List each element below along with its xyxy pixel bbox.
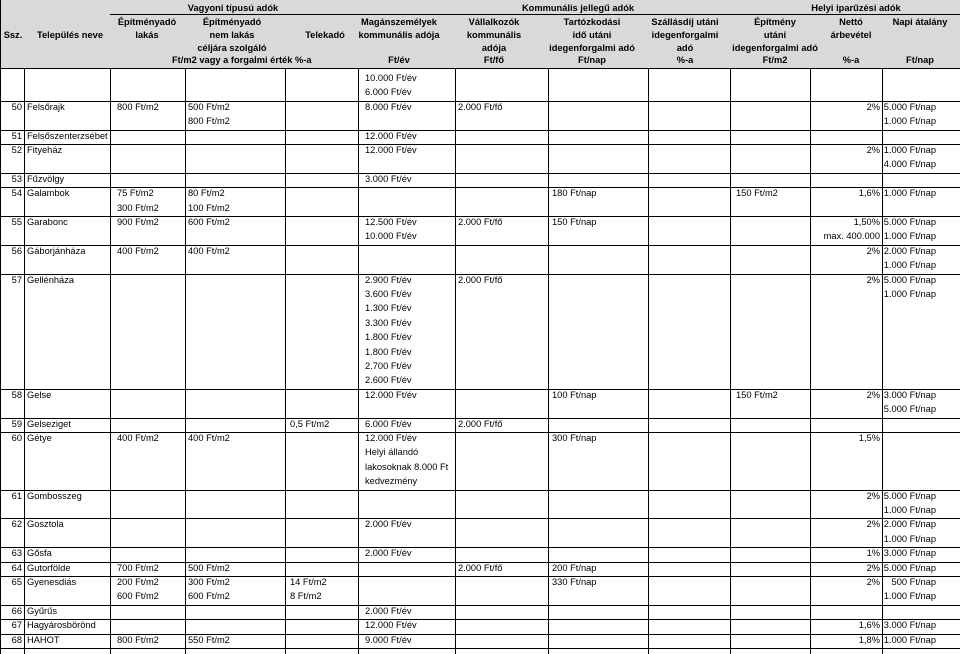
cell-maganszemely: 12.000 Ft/év	[365, 145, 417, 155]
cell-maganszemely: 1.800 Ft/év	[365, 346, 412, 357]
cell-nemlakas: 600 Ft/m2	[188, 217, 230, 227]
group-kommunalis-label: Kommunális jellegű adók	[521, 3, 635, 13]
row-divider	[0, 101, 960, 102]
cell-nemlakas: 600 Ft/m2	[188, 591, 230, 602]
settlement-name: Gyűrűs	[27, 605, 57, 616]
cell-tartozkodasi: 330 Ft/nap	[552, 577, 597, 587]
col-tartozkodasi-header: idegenforgalmi adó	[549, 43, 635, 53]
cell-netto: 1,8%	[858, 634, 880, 645]
row-divider	[0, 130, 960, 131]
cell-napi: 5.000 Ft/nap	[883, 490, 936, 501]
cell-maganszemely: 12.500 Ft/év	[365, 217, 417, 227]
group-kommunalis-line	[358, 14, 810, 15]
cell-nemlakas: 800 Ft/m2	[188, 116, 230, 127]
row-divider	[0, 576, 960, 577]
cell-napi: 2.000 Ft/nap	[883, 519, 936, 530]
cell-napi: 5.000 Ft/nap	[883, 562, 936, 573]
cell-epitmeny: 150 Ft/m2	[736, 188, 778, 199]
cell-napi: 2.000 Ft/nap	[883, 245, 936, 256]
cell-maganszemely: 12.000 Ft/év	[365, 433, 417, 443]
cell-maganszemely: 2.700 Ft/év	[365, 361, 412, 371]
cell-lakas: 400 Ft/m2	[117, 245, 159, 256]
cell-maganszemely: 3.300 Ft/év	[365, 317, 412, 328]
column-divider	[548, 68, 549, 654]
cell-lakas: 600 Ft/m2	[117, 591, 159, 602]
settlement-name: Felsőszenterzsébet	[27, 130, 108, 141]
settlement-name: Felsőrajk	[27, 101, 65, 112]
row-number: 54	[11, 188, 22, 199]
cell-lakas: 75 Ft/m2	[117, 188, 154, 199]
cell-maganszemely: 3.600 Ft/év	[365, 289, 412, 299]
cell-napi: 1.000 Ft/nap	[883, 145, 936, 155]
settlement-name: Gosztola	[27, 519, 64, 530]
cell-napi: 5.000 Ft/nap	[883, 404, 936, 415]
row-divider	[0, 634, 960, 635]
cell-napi: 1.000 Ft/nap	[883, 591, 936, 602]
cell-vallalkozok: 2.000 Ft/fő	[458, 562, 503, 573]
row-number: 62	[11, 519, 22, 530]
cell-netto: 2%	[866, 562, 880, 573]
row-number: 51	[11, 130, 22, 141]
row-divider	[0, 432, 960, 433]
settlement-name: Gétye	[27, 433, 52, 443]
row-number: 53	[11, 173, 22, 184]
cell-tartozkodasi: 150 Ft/nap	[552, 217, 597, 227]
row-divider	[0, 619, 960, 620]
row-number: 64	[11, 562, 22, 573]
cell-tartozkodasi: 180 Ft/nap	[552, 188, 597, 199]
col-nemlakas-header: céljára szolgáló	[197, 43, 267, 53]
row-number: 65	[11, 577, 22, 587]
cell-telek: 14 Ft/m2	[290, 577, 327, 587]
row-divider	[0, 144, 960, 145]
column-divider	[730, 68, 731, 654]
cell-napi: 500 Ft/nap	[891, 577, 936, 587]
row-divider	[0, 389, 960, 390]
cell-nemlakas: 80 Ft/m2	[188, 188, 225, 199]
cell-maganszemely: 9.000 Ft/év	[365, 634, 412, 645]
cell-netto: 2%	[866, 245, 880, 256]
unit-maganszemely: Ft/év	[388, 55, 410, 65]
cell-maganszemely: 6.000 Ft/év	[365, 418, 412, 429]
row-divider	[0, 547, 960, 548]
settlement-name: Gelseziget	[27, 418, 71, 429]
row-number: 60	[11, 433, 22, 443]
cell-maganszemely: 2.600 Ft/év	[365, 375, 412, 386]
cell-napi: 1.000 Ft/nap	[883, 188, 936, 199]
cell-napi: 1.000 Ft/nap	[883, 533, 936, 544]
row-number: 68	[11, 634, 22, 645]
col-tartozkodasi-header: Tartózkodási	[563, 17, 621, 27]
cell-lakas: 400 Ft/m2	[117, 433, 159, 443]
col-nemlakas-header: nem lakás	[209, 30, 255, 40]
row-divider	[0, 187, 960, 188]
row-number: 61	[11, 490, 22, 501]
cell-lakas: 800 Ft/m2	[117, 101, 159, 112]
row-number: 66	[11, 605, 22, 616]
settlement-name: Gyenesdiás	[27, 577, 77, 587]
settlement-name: Fűzvölgy	[27, 173, 65, 184]
cell-nemlakas: 400 Ft/m2	[188, 433, 230, 443]
cell-maganszemely: 12.000 Ft/év	[365, 620, 417, 631]
col-lakas-header: Építményadó	[117, 17, 177, 27]
unit-napi: Ft/nap	[906, 55, 934, 65]
cell-lakas: 700 Ft/m2	[117, 562, 159, 573]
cell-maganszemely: 2.900 Ft/év	[365, 274, 412, 285]
cell-netto: 2%	[866, 389, 880, 400]
cell-napi: 3.000 Ft/nap	[883, 548, 936, 559]
col-lakas-header: lakás	[135, 30, 159, 40]
cell-maganszemely: 12.000 Ft/év	[365, 389, 417, 400]
column-divider	[358, 68, 359, 654]
col-napi-header: Napi átalány	[892, 17, 948, 27]
col-telek-header: Telekadó	[305, 30, 345, 40]
cell-tartozkodasi: 100 Ft/nap	[552, 389, 597, 400]
settlement-name: Gombosszeg	[27, 490, 82, 501]
column-divider	[455, 68, 456, 654]
cell-maganszemely: 1.300 Ft/év	[365, 303, 412, 314]
cell-netto: 1,6%	[858, 620, 880, 631]
row-number: 67	[11, 620, 22, 631]
cell-maganszemely: 6.000 Ft/év	[365, 87, 412, 98]
row-divider	[0, 605, 960, 606]
row-divider	[0, 245, 960, 246]
settlement-name: Gősfa	[27, 548, 52, 559]
group-vagyoni-label: Vagyoni típusú adók	[187, 3, 279, 13]
col-epitmeny-header: Építmény	[754, 17, 796, 27]
cell-netto: 2%	[866, 519, 880, 530]
col-tartozkodasi-header: idő utáni	[572, 30, 612, 40]
row-number: 55	[11, 217, 22, 227]
col-telepules-header: Település neve	[37, 30, 103, 40]
cell-telek: 8 Ft/m2	[290, 591, 322, 602]
settlement-name: Gellénháza	[27, 274, 75, 285]
settlement-name: Hagyárosbörönd	[27, 620, 96, 631]
cell-napi: 1.000 Ft/nap	[883, 116, 936, 127]
cell-napi: 1.000 Ft/nap	[883, 231, 936, 242]
cell-napi: 1.000 Ft/nap	[883, 505, 936, 515]
row-number: 57	[11, 274, 22, 285]
cell-maganszemely: 2.000 Ft/év	[365, 605, 412, 616]
unit-szallasdij: %-a	[676, 55, 694, 65]
cell-netto: 1,50%	[853, 217, 880, 227]
cell-maganszemely: 2.000 Ft/év	[365, 548, 412, 559]
row-number: 63	[11, 548, 22, 559]
cell-napi: 5.000 Ft/nap	[883, 101, 936, 112]
cell-napi: 5.000 Ft/nap	[883, 274, 936, 285]
cell-epitmeny: 150 Ft/m2	[736, 389, 778, 400]
cell-napi: 1.000 Ft/nap	[883, 289, 936, 299]
cell-netto: 2%	[866, 274, 880, 285]
cell-napi: 1.000 Ft/nap	[883, 634, 936, 645]
cell-napi: 1.000 Ft/nap	[883, 260, 936, 271]
col-vallalkozok-header: Vállalkozók	[468, 17, 520, 27]
cell-vallalkozok: 2.000 Ft/fő	[458, 217, 503, 227]
cell-netto: max. 400.000	[823, 231, 880, 242]
cell-tartozkodasi: 200 Ft/nap	[552, 562, 597, 573]
unit-epitmeny: Ft/m2	[762, 55, 788, 65]
cell-vallalkozok: 2.000 Ft/fő	[458, 101, 503, 112]
col-szallasdij-header: idegenforgalmi	[651, 30, 719, 40]
cell-maganszemely: 8.000 Ft/év	[365, 101, 412, 112]
cell-lakas: 300 Ft/m2	[117, 202, 159, 213]
cell-lakas: 900 Ft/m2	[117, 217, 159, 227]
cell-maganszemely: 10.000 Ft/év	[365, 73, 417, 83]
col-maganszemely-header: Magánszemélyek	[361, 17, 437, 27]
group-vagyoni-line	[110, 14, 358, 15]
cell-napi: 3.000 Ft/nap	[883, 620, 936, 631]
cell-nemlakas: 400 Ft/m2	[188, 245, 230, 256]
settlement-name: Galambok	[27, 188, 70, 199]
cell-maganszemely: Helyi állandó	[365, 447, 419, 458]
group-helyi-label: Helyi iparűzési adók	[811, 3, 901, 13]
cell-netto: 1,6%	[858, 188, 880, 199]
unit-vagyoni: Ft/m2 vagy a forgalmi érték %-a	[172, 55, 312, 65]
column-divider	[185, 68, 186, 654]
cell-netto: 2%	[866, 101, 880, 112]
settlement-name: Fityeház	[27, 145, 63, 155]
column-divider	[810, 68, 811, 654]
cell-telek: 0,5 Ft/m2	[290, 418, 330, 429]
settlement-name: HAHOT	[27, 634, 60, 645]
cell-lakas: 200 Ft/m2	[117, 577, 159, 587]
cell-napi: 4.000 Ft/nap	[883, 159, 936, 170]
row-divider	[0, 490, 960, 491]
col-epitmeny-header: idegenforgalmi adó	[732, 43, 818, 53]
col-epitmeny-header: utáni	[763, 30, 787, 40]
col-ssz-header: Ssz.	[3, 30, 23, 40]
col-netto-header: Nettó	[839, 17, 863, 27]
row-divider	[0, 418, 960, 419]
row-divider	[0, 518, 960, 519]
row-divider	[0, 648, 960, 649]
settlement-name: Gáborjánháza	[27, 245, 86, 256]
settlement-name: Gelse	[27, 389, 52, 400]
col-szallasdij-header: adó	[676, 43, 694, 53]
column-divider	[110, 68, 111, 654]
column-divider	[24, 68, 25, 654]
col-netto-header: árbevétel	[830, 30, 872, 40]
cell-lakas: 800 Ft/m2	[117, 634, 159, 645]
settlement-name: Garabonc	[27, 217, 68, 227]
cell-netto: 2%	[866, 577, 880, 587]
unit-vallalkozok: Ft/fő	[483, 55, 505, 65]
group-helyi-line	[810, 14, 960, 15]
col-nemlakas-header: Építményadó	[202, 17, 262, 27]
col-vallalkozok-header: adója	[481, 43, 507, 53]
col-maganszemely-header: kommunális adója	[358, 30, 440, 40]
cell-maganszemely: lakosoknak 8.000 Ft	[365, 461, 449, 472]
cell-netto: 1,5%	[858, 433, 880, 443]
row-divider	[0, 216, 960, 217]
cell-maganszemely: 10.000 Ft/év	[365, 231, 417, 242]
cell-netto: 1%	[866, 548, 880, 559]
cell-maganszemely: kedvezmény	[365, 476, 418, 487]
column-divider	[882, 68, 883, 654]
unit-tartozkodasi: Ft/nap	[578, 55, 606, 65]
column-divider	[285, 68, 286, 654]
unit-netto: %-a	[842, 55, 860, 65]
cell-vallalkozok: 2.000 Ft/fő	[458, 418, 503, 429]
row-number: 56	[11, 245, 22, 256]
cell-tartozkodasi: 300 Ft/nap	[552, 433, 597, 443]
cell-nemlakas: 500 Ft/m2	[188, 101, 230, 112]
cell-netto: 2%	[866, 490, 880, 501]
cell-nemlakas: 500 Ft/m2	[188, 562, 230, 573]
col-vallalkozok-header: kommunális	[466, 30, 522, 40]
header-bottom-line	[0, 68, 960, 69]
cell-netto: 2%	[866, 145, 880, 155]
col-szallasdij-header: Szállásdíj utáni	[651, 17, 719, 27]
cell-nemlakas: 100 Ft/m2	[188, 202, 230, 213]
row-divider	[0, 562, 960, 563]
row-number: 58	[11, 389, 22, 400]
cell-maganszemely: 1.800 Ft/év	[365, 332, 412, 343]
cell-maganszemely: 12.000 Ft/év	[365, 130, 417, 141]
cell-napi: 3.000 Ft/nap	[883, 389, 936, 400]
cell-maganszemely: 3.000 Ft/év	[365, 173, 412, 184]
cell-maganszemely: 2.000 Ft/év	[365, 519, 412, 530]
row-divider	[0, 274, 960, 275]
cell-vallalkozok: 2.000 Ft/fő	[458, 274, 503, 285]
cell-nemlakas: 550 Ft/m2	[188, 634, 230, 645]
cell-nemlakas: 300 Ft/m2	[188, 577, 230, 587]
row-number: 59	[11, 418, 22, 429]
row-number: 52	[11, 145, 22, 155]
row-number: 50	[11, 101, 22, 112]
cell-napi: 5.000 Ft/nap	[883, 217, 936, 227]
column-divider	[648, 68, 649, 654]
left-border	[0, 0, 1, 654]
row-divider	[0, 173, 960, 174]
settlement-name: Gutorfölde	[27, 562, 71, 573]
